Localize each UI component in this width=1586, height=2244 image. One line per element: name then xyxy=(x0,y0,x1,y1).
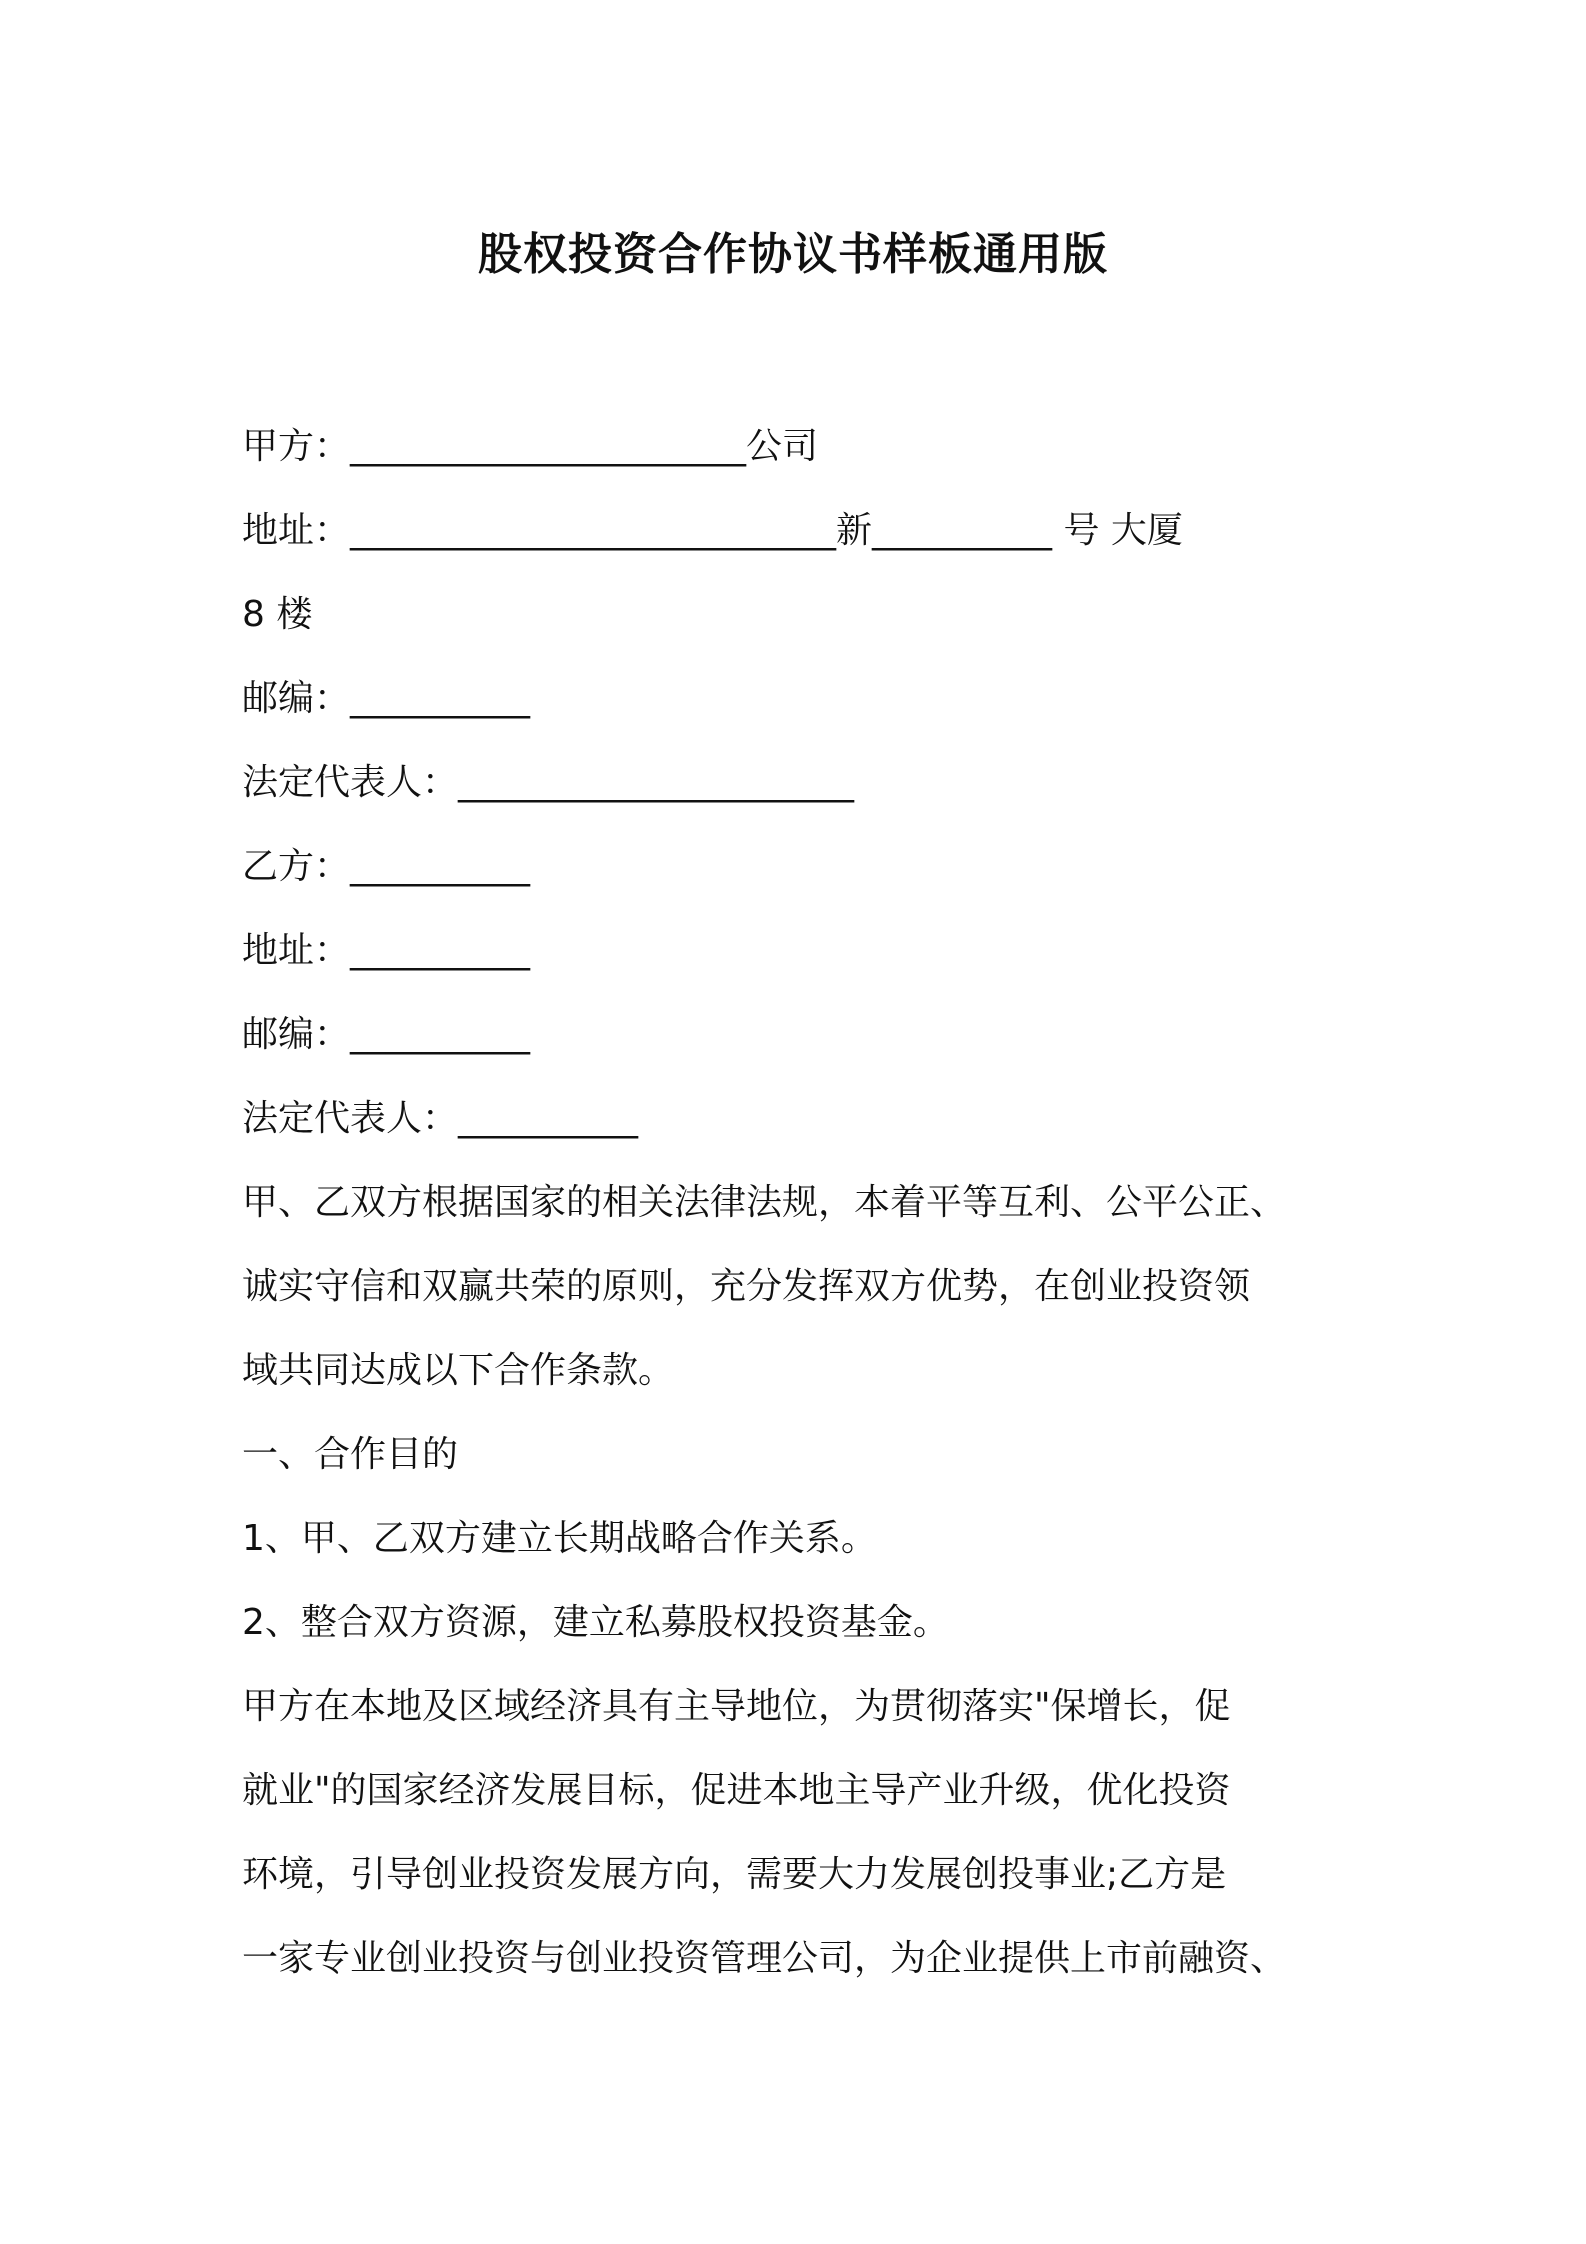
purpose-item: 2、整合双方资源，建立私募股权投资基金。 xyxy=(242,1602,949,1643)
party-a-postcode-line: 邮编：__________ xyxy=(242,678,531,719)
party-a-name-line: 甲方：______________________公司 xyxy=(242,426,819,467)
background-paragraph-line: 就业"的国家经济发展目标，促进本地主导产业升级，优化投资 xyxy=(242,1770,1231,1811)
section-heading: 一、合作目的 xyxy=(242,1434,459,1475)
party-b-name-line: 乙方：__________ xyxy=(242,846,531,887)
preamble-paragraph-line: 甲、乙双方根据国家的相关法律法规，本着平等互利、公平公正、 xyxy=(242,1182,1287,1223)
document-body xyxy=(242,405,1352,2001)
party-a-address-line: 地址：___________________________新__________ 号 大厦 xyxy=(242,510,1183,551)
preamble-paragraph-line: 诚实守信和双赢共荣的原则，充分发挥双方优势，在创业投资领 xyxy=(242,1266,1251,1307)
party-b-postcode-line: 邮编：__________ xyxy=(242,1014,531,1055)
background-paragraph-line: 环境，引导创业投资发展方向，需要大力发展创投事业;乙方是 xyxy=(242,1854,1227,1895)
party-a-address-floor-line: 8 楼 xyxy=(242,594,313,635)
background-paragraph-line: 一家专业创业投资与创业投资管理公司，为企业提供上市前融资、 xyxy=(242,1938,1287,1979)
party-a-legal-representative-line: 法定代表人：______________________ xyxy=(242,762,855,803)
party-b-address-line: 地址：__________ xyxy=(242,930,531,971)
purpose-item: 1、甲、乙双方建立长期战略合作关系。 xyxy=(242,1518,877,1559)
background-paragraph-line: 甲方在本地及区域经济具有主导地位，为贯彻落实"保增长，促 xyxy=(242,1686,1231,1727)
preamble-paragraph-line: 域共同达成以下合作条款。 xyxy=(242,1350,675,1391)
document-title: 股权投资合作协议书样板通用版 xyxy=(478,229,1108,280)
party-b-legal-representative-line: 法定代表人：__________ xyxy=(242,1098,639,1139)
